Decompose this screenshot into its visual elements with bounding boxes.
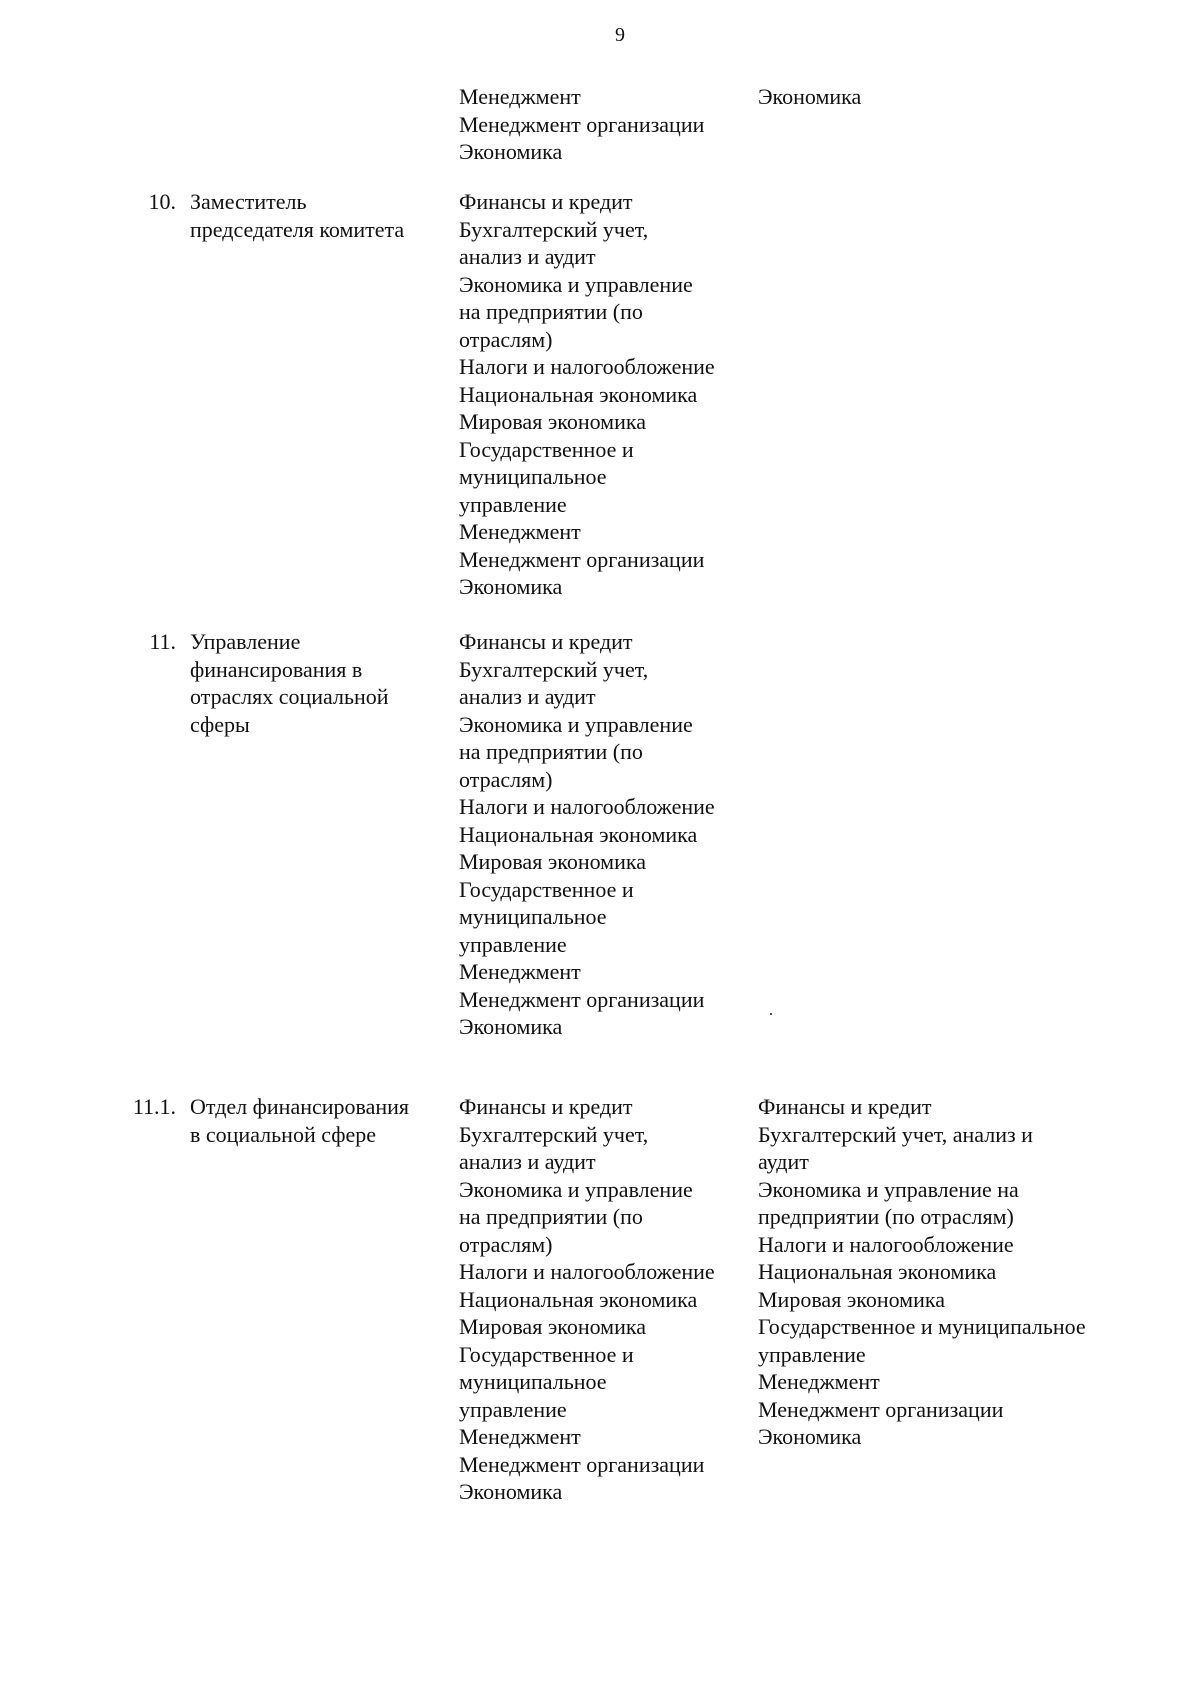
text-line: Экономика и управление [459, 1176, 693, 1202]
text-line: управление [758, 1341, 866, 1367]
text-line: Экономика и управление на [758, 1176, 1019, 1202]
text-line: анализ и аудит [459, 244, 596, 269]
text-line: председателя комитета [190, 216, 405, 242]
specialties-column-1 [459, 188, 759, 601]
row-number: 11. [149, 629, 176, 654]
text-line: Мировая экономика [459, 849, 646, 874]
text-line: Национальная экономика [459, 1286, 698, 1312]
text-line: отраслям) [459, 326, 553, 352]
position-title [190, 628, 440, 738]
text-line: на предприятии (по [459, 1204, 643, 1229]
text-line: Менеджмент [459, 84, 581, 109]
text-line: Мировая экономика [459, 1314, 646, 1339]
text-line: Государственное и [459, 436, 634, 462]
position-title [190, 1093, 440, 1148]
text-line: муниципальное [459, 464, 607, 489]
text-line: Налоги и налогообложение [758, 1231, 1014, 1257]
text-line: Налоги и налогообложение [459, 794, 715, 819]
text-line: управление [459, 1396, 567, 1422]
text-line: управление [459, 491, 567, 517]
text-line: Экономика [459, 139, 563, 164]
text-line: Мировая экономика [459, 409, 646, 434]
text-line: на предприятии (по [459, 739, 643, 764]
text-line: Управление [190, 629, 301, 654]
specialties-column-1 [459, 628, 759, 1041]
text-line: Экономика [459, 574, 563, 599]
text-line: Экономика [459, 1014, 563, 1039]
text-line: Государственное и муниципальное [758, 1314, 1086, 1339]
page-number: 9 [615, 24, 625, 46]
text-line: Менеджмент организации [459, 546, 705, 572]
text-line: Заместитель [190, 189, 307, 214]
text-line: Финансы и кредит [459, 1094, 633, 1119]
continuation-specialties-column-1 [459, 83, 759, 166]
text-line: сферы [190, 711, 250, 737]
text-line: Экономика и управление [459, 711, 693, 737]
text-line: Менеджмент [459, 959, 581, 984]
text-line: Менеджмент организации [459, 111, 705, 137]
text-line: Финансы и кредит [459, 629, 633, 654]
text-line: Финансы и кредит [459, 189, 633, 214]
text-line: аудит [758, 1149, 809, 1174]
text-line: анализ и аудит [459, 684, 596, 709]
text-line: Национальная экономика [459, 821, 698, 847]
scan-speck [770, 1013, 772, 1015]
text-line: Менеджмент [758, 1369, 880, 1394]
text-line: Финансы и кредит [758, 1094, 932, 1119]
text-line: Экономика [758, 84, 862, 109]
text-line: Менеджмент организации [758, 1396, 1004, 1422]
text-line: Менеджмент организации [459, 986, 705, 1012]
text-line: в социальной сфере [190, 1121, 377, 1147]
text-line: Экономика [758, 1424, 862, 1449]
text-line: Бухгалтерский учет, [459, 1121, 649, 1147]
text-line: на предприятии (по [459, 299, 643, 324]
row-number: 11.1. [132, 1094, 176, 1119]
text-line: Бухгалтерский учет, [459, 216, 649, 242]
text-line: финансирования в [190, 656, 363, 682]
text-line: Государственное и [459, 1341, 634, 1367]
text-line: управление [459, 931, 567, 957]
specialties-column-2 [758, 1093, 1158, 1451]
text-line: Экономика [459, 1479, 563, 1504]
text-line: анализ и аудит [459, 1149, 596, 1174]
text-line: Бухгалтерский учет, [459, 656, 649, 682]
text-line: Бухгалтерский учет, анализ и [758, 1121, 1033, 1147]
text-line: муниципальное [459, 1369, 607, 1394]
specialties-column-1 [459, 1093, 759, 1506]
text-line: Национальная экономика [758, 1259, 997, 1284]
text-line: предприятии (по отраслям) [758, 1204, 1014, 1229]
text-line: отраслях социальной [190, 684, 389, 709]
text-line: Менеджмент [459, 1424, 581, 1449]
text-line: Отдел финансирования [190, 1094, 410, 1119]
text-line: муниципальное [459, 904, 607, 929]
text-line: Мировая экономика [758, 1286, 945, 1312]
text-line: отраслям) [459, 766, 553, 792]
continuation-block [0, 83, 1200, 168]
text-line: Национальная экономика [459, 381, 698, 407]
continuation-specialties-column-2 [758, 83, 1158, 111]
text-line: Налоги и налогообложение [459, 354, 715, 379]
text-line: отраслям) [459, 1231, 553, 1257]
text-line: Менеджмент организации [459, 1451, 705, 1477]
text-line: Экономика и управление [459, 271, 693, 297]
text-line: Государственное и [459, 876, 634, 902]
text-line: Менеджмент [459, 519, 581, 544]
text-line: Налоги и налогообложение [459, 1259, 715, 1284]
position-title [190, 188, 440, 243]
row-number: 10. [148, 189, 176, 214]
